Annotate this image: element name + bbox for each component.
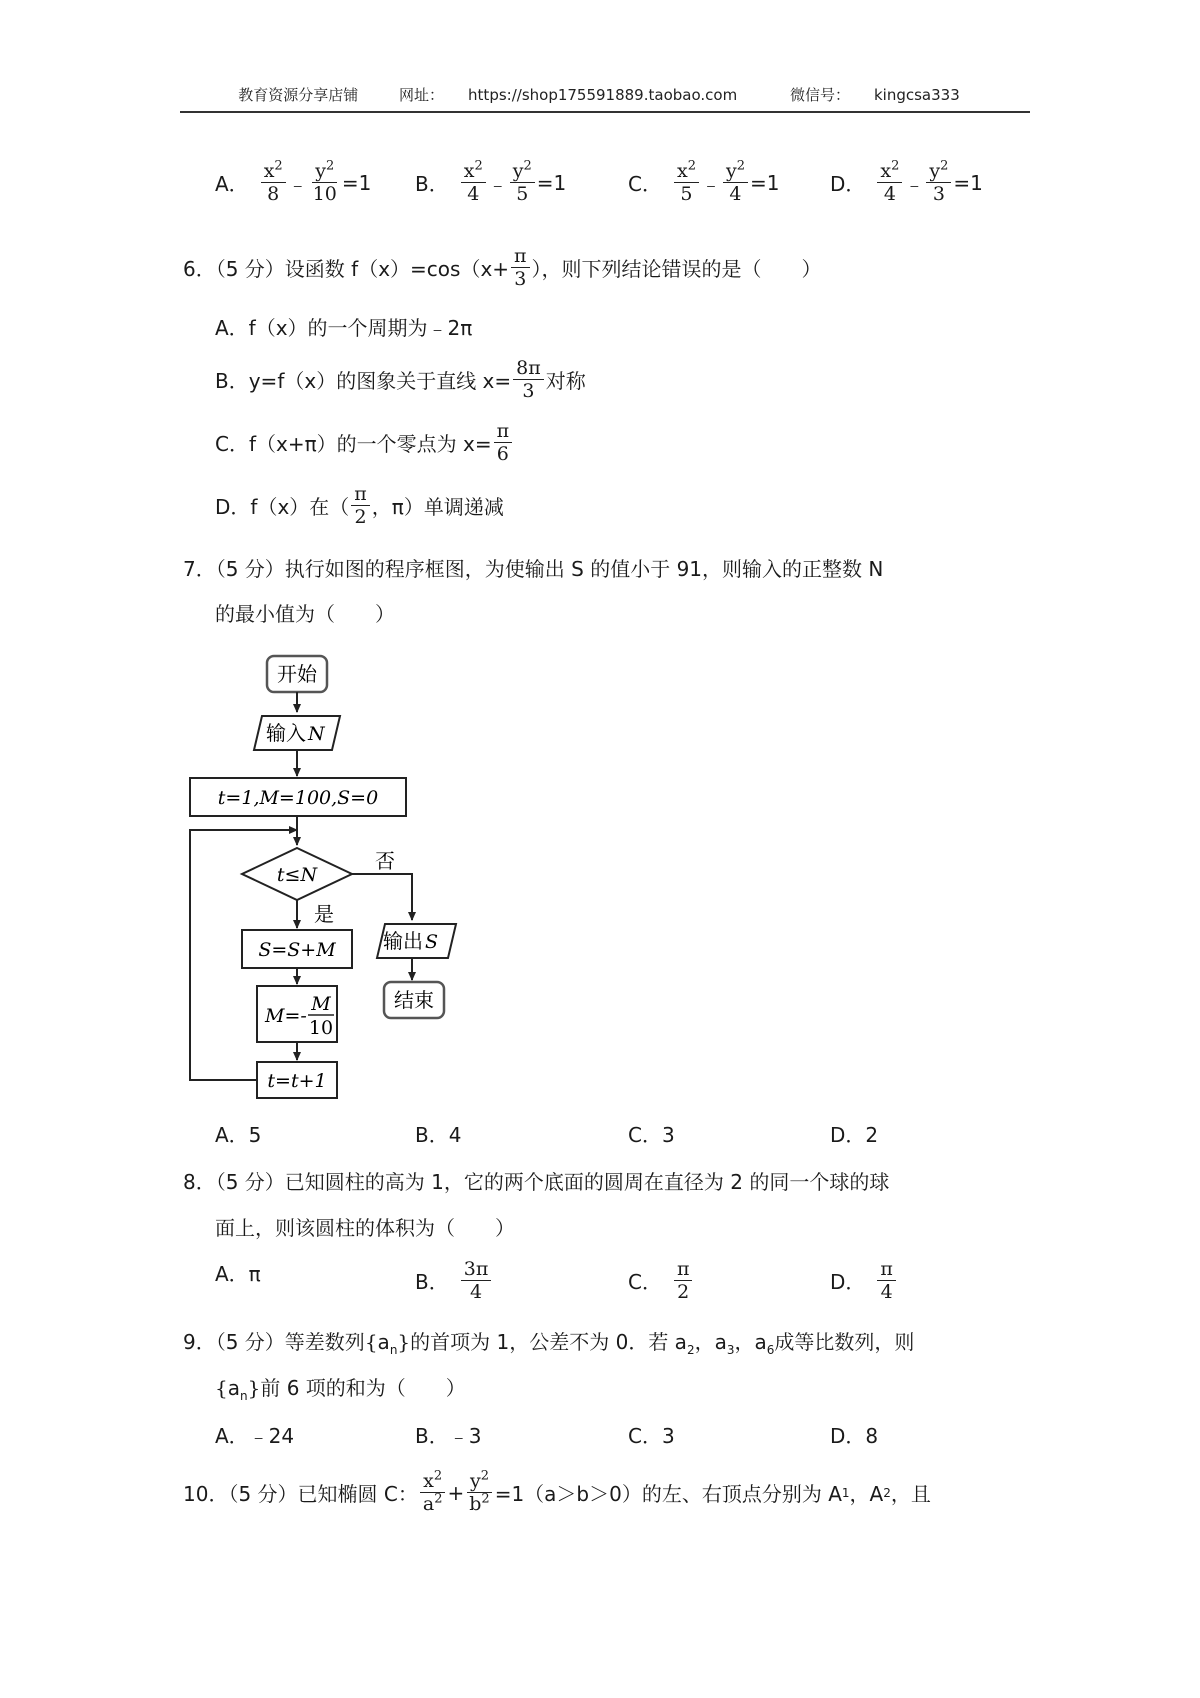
- flow-yes-label: 是: [314, 902, 334, 926]
- flow-output-var: S: [425, 931, 439, 953]
- q10-stem: 10．（5 分）已知椭圆 C： $\frac{x^2}{a^2}$ + $\frac{y^2}{b^2}$ =1（a＞b＞0）的左、右顶点分别为 A 1 ，A 2 ，且: [183, 1468, 931, 1515]
- q6-stem: 6．（5 分）设函数 f（x）=cos（x+ $\frac{\pi}{3}$ ），则下列结论错误的是（ ）: [183, 245, 822, 290]
- q7-option-a: A．5: [215, 1123, 262, 1147]
- q8-stem-line2: 面上，则该圆柱的体积为（ ）: [215, 1216, 515, 1240]
- url-label: 网址：: [399, 86, 445, 104]
- q6-option-c: C．f（x+π）的一个零点为 x= $\frac{\pi}{6}$: [215, 420, 514, 465]
- flow-start-label: 开始: [277, 662, 317, 686]
- flow-init-label: t=1,M=100,S=0: [217, 787, 379, 809]
- q7-stem-line2: 的最小值为（ ）: [215, 602, 395, 626]
- q6-option-a: A．f（x）的一个周期为﹣2π: [215, 316, 473, 340]
- flow-input-cn: 输入: [266, 721, 306, 745]
- q5-option-c: C． $\frac{x^2}{5}$ ﹣ $\frac{y^2}{4}$ =1: [628, 158, 780, 205]
- q8-option-c: C． $\frac{\pi}{2}$: [628, 1258, 694, 1303]
- wechat-id: kingcsa333: [873, 86, 960, 104]
- flow-step3-label: t=t+1: [267, 1070, 327, 1092]
- q7-stem-line1: 7．（5 分）执行如图的程序框图，为使输出 S 的值小于 91，则输入的正整数 N: [183, 557, 884, 581]
- q8-stem-line1: 8．（5 分）已知圆柱的高为 1，它的两个底面的圆周在直径为 2 的同一个球的球: [183, 1170, 890, 1194]
- q8-option-a: A．π: [215, 1262, 261, 1286]
- q9-option-b: B．﹣3: [415, 1424, 482, 1448]
- q7-option-b: B．4: [415, 1123, 462, 1147]
- q5-option-b: B． $\frac{x^2}{4}$ ﹣ $\frac{y^2}{5}$ =1: [415, 158, 567, 205]
- flow-step2-pre: M=-: [265, 1005, 307, 1027]
- flow-output-cn: 输出: [383, 929, 423, 953]
- wechat-label: 微信号：: [789, 86, 850, 104]
- q9-option-a: A．﹣24: [215, 1424, 295, 1448]
- q7-option-c: C．3: [628, 1123, 675, 1147]
- flow-step2-num: M: [311, 993, 331, 1015]
- q8-option-b: B． $\frac{3\pi}{4}$: [415, 1258, 493, 1303]
- flow-end-label: 结束: [394, 988, 434, 1012]
- flow-step1-label: S=S+M: [258, 939, 336, 961]
- shop-name: 教育资源分享店铺: [238, 86, 359, 104]
- flow-step2-den: 10: [308, 1017, 334, 1039]
- q6-option-b: B．y=f（x）的图象关于直线 x= $\frac{8\pi}{3}$ 对称: [215, 357, 586, 402]
- q9-option-d: D．8: [830, 1424, 879, 1448]
- flow-condition-label: t≤N: [276, 864, 318, 886]
- q5-option-d: D． $\frac{x^2}{4}$ ﹣ $\frac{y^2}{3}$ =1: [830, 158, 983, 205]
- q8-option-d: D． $\frac{\pi}{4}$: [830, 1258, 898, 1303]
- flow-input-var: N: [308, 723, 325, 745]
- q7-option-d: D．2: [830, 1123, 879, 1147]
- q6-option-d: D．f（x）在（ $\frac{\pi}{2}$ ，π）单调递减: [215, 483, 504, 528]
- q9-stem-line1: 9．（5 分）等差数列$\{a_n\}$的首项为 1，公差不为 0．若 $a_2$，$a_3$，$a_6$成等比数列，则: [183, 1330, 915, 1357]
- flow-no-label: 否: [375, 849, 395, 873]
- q9-option-c: C．3: [628, 1424, 675, 1448]
- q5-option-a: A． $\frac{x^2}{8}$ ﹣ $\frac{y^2}{10}$ =1: [215, 158, 372, 205]
- shop-url[interactable]: https://shop175591889.taobao.com: [468, 86, 738, 104]
- q9-stem-line2: $\{a_n\}$前 6 项的和为（ ）: [215, 1376, 466, 1403]
